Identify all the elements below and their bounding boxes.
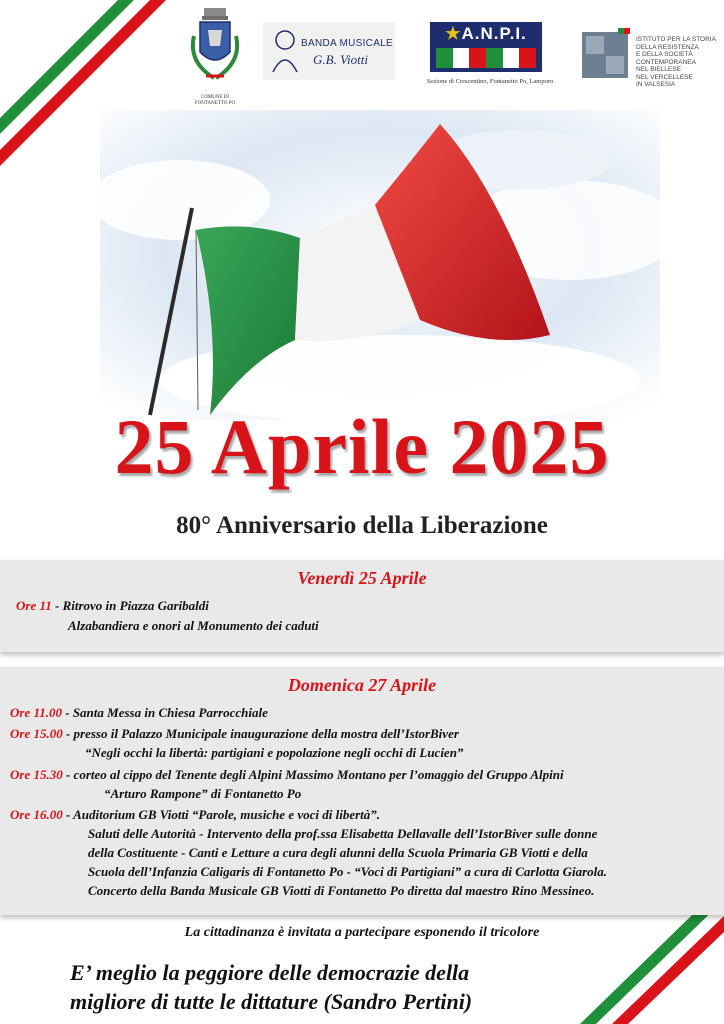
event-row bbox=[16, 598, 209, 614]
istorbiver-logo bbox=[578, 20, 718, 90]
event-text-continued: “Negli occhi la libertà: partigiani e popolazione negli occhi di Lucien” bbox=[85, 745, 464, 760]
logo-strip bbox=[0, 0, 724, 110]
coat-of-arms-icon bbox=[184, 6, 246, 90]
comune-caption-1: COMUNE DI bbox=[200, 95, 230, 100]
event-row bbox=[10, 726, 459, 742]
anpi-logo bbox=[410, 22, 570, 92]
event-hour: Ore 11.00 bbox=[10, 705, 62, 720]
banda-line2: G.B. Viotti bbox=[313, 52, 369, 67]
page-subtitle: 80° Anniversario della Liberazione bbox=[176, 512, 548, 539]
istorbiver-mark-icon bbox=[578, 28, 632, 82]
istorbiver-text: ISTITUTO PER LA STORIA DELLA RESISTENZA E DELLA SOCIETÀ CONTEMPORANEA NEL BIELLESE NEL VERCELLESE IN VALSESIA bbox=[636, 36, 716, 88]
portrait-icon bbox=[267, 22, 303, 80]
event-text-continued: della Costituente - Canti e Letture a cura degli alunni della Scuola Primaria GB Viotti e della bbox=[88, 845, 588, 860]
event-text: - Ritrovo in Piazza Garibaldi bbox=[55, 598, 209, 613]
sunday-heading: Domenica 27 Aprile bbox=[287, 675, 437, 695]
comune-logo bbox=[184, 6, 246, 106]
event-text-continued: Scuola dell’Infanzia Caligaris di Fontanetto Po - “Voci di Partigiani” a cura di Carlotta Giarola. bbox=[88, 864, 607, 879]
friday-heading: Venerdì 25 Aprile bbox=[297, 568, 427, 588]
event-text-continued: “Arturo Rampone” di Fontanetto Po bbox=[104, 786, 302, 801]
anpi-section: Sezione di Crescentino, Fontanetto Po, Lamporo bbox=[426, 78, 554, 85]
event-text: - corteo al cippo del Tenente degli Alpini Massimo Montano per l’omaggio del Gruppo Alpini bbox=[65, 767, 564, 782]
event-row bbox=[10, 807, 380, 823]
event-text-continued: Concerto della Banda Musicale GB Viotti di Fontanetto Po diretta dal maestro Rino Messineo. bbox=[88, 883, 595, 898]
event-text: - presso il Palazzo Municipale inaugurazione della mostra dell’IstorBiver bbox=[65, 726, 459, 741]
event-hour: Ore 16.00 bbox=[10, 807, 63, 822]
pertini-quote bbox=[70, 958, 630, 1016]
comune-caption-2: FONTANETTO PO bbox=[194, 101, 236, 106]
event-hour: Ore 15.00 bbox=[10, 726, 63, 741]
page-title: 25 Aprile 2025 bbox=[114, 403, 610, 490]
sunday-section bbox=[0, 667, 724, 915]
event-row bbox=[10, 767, 564, 783]
event-text-continued: Saluti delle Autorità - Intervento della prof.ssa Elisabetta Dellavalle dell’IstorBiver sulle donne bbox=[88, 826, 598, 841]
event-text-continued: Alzabandiera e onori al Monumento dei caduti bbox=[68, 618, 319, 633]
friday-section bbox=[0, 560, 724, 652]
flag-sky-image bbox=[100, 110, 660, 420]
invitation-text: La cittadinanza è invitata a partecipare esponendo il tricolore bbox=[184, 925, 540, 940]
event-text: - Santa Messa in Chiesa Parrocchiale bbox=[65, 705, 268, 720]
event-hour: Ore 11 bbox=[16, 598, 52, 613]
anpi-name: A.N.P.I. bbox=[461, 24, 527, 43]
event-hour: Ore 15.30 bbox=[10, 767, 63, 782]
banda-line1: BANDA MUSICALE bbox=[301, 38, 394, 49]
anpi-tricolor bbox=[436, 48, 536, 68]
event-row bbox=[10, 705, 268, 721]
event-text: - Auditorium GB Viotti “Parole, musiche e voci di libertà”. bbox=[65, 807, 381, 822]
quote-line-1: E’ meglio la peggiore delle democrazie della bbox=[70, 960, 470, 985]
banda-logo bbox=[263, 22, 395, 80]
quote-line-2: migliore di tutte le dittature (Sandro Pertini) bbox=[70, 989, 473, 1014]
star-icon: ★ bbox=[445, 24, 462, 43]
